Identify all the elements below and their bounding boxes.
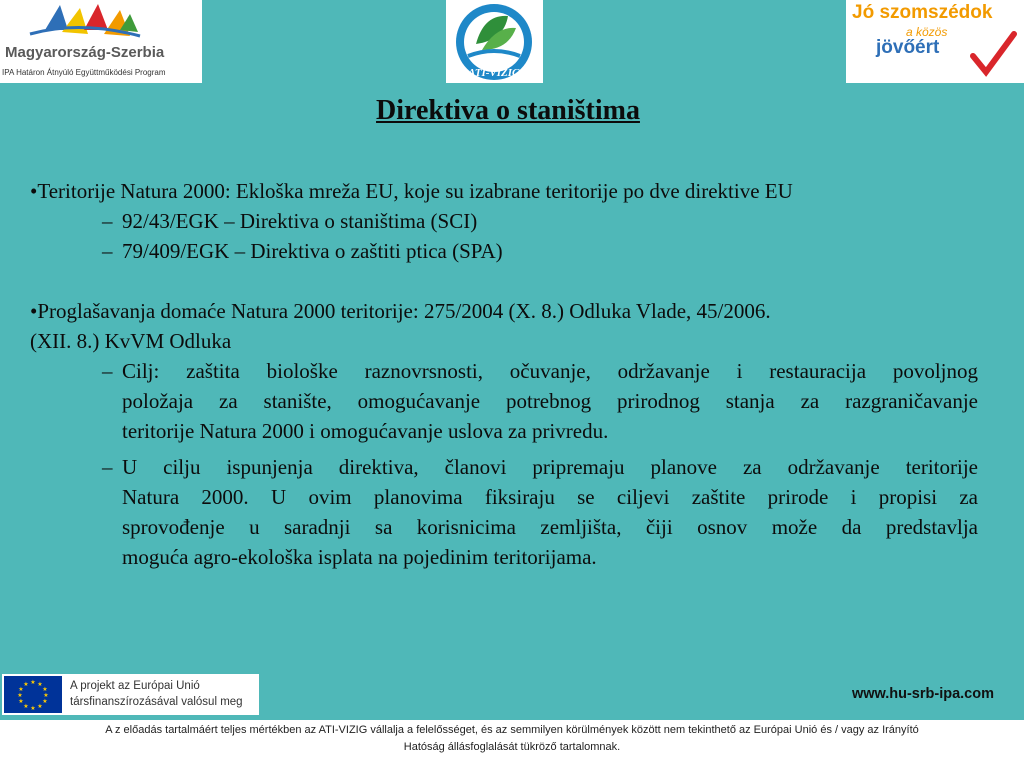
- eu-flag-icon: [4, 676, 62, 713]
- eu-text-line1: A projekt az Európai Unió: [70, 680, 200, 692]
- footer-disclaimer: [0, 720, 1024, 768]
- svg-text:★: ★: [37, 681, 43, 688]
- jo-line2: a közös: [906, 25, 948, 39]
- svg-text:★: ★: [18, 686, 24, 693]
- goal-line: teritorije Natura 2000 i omogućavanje uslova za privredu.: [122, 419, 609, 443]
- svg-text:★: ★: [17, 692, 23, 699]
- jo-line3: jövőért: [876, 37, 940, 58]
- jo-line1: Jó szomszédok: [852, 2, 993, 23]
- plan-line: moguća agro-ekološka isplata na pojedinim teritorijama.: [122, 545, 597, 569]
- svg-text:★: ★: [18, 698, 24, 705]
- hu-srb-logo: [0, 0, 202, 83]
- goal-line: položaja za stanište, omogućavanje potrebnog prirodnog stanja za razgraničavanje: [122, 389, 978, 413]
- eu-cofinance-box: [2, 674, 259, 715]
- svg-text:★: ★: [37, 703, 43, 710]
- dash-icon: –: [102, 209, 113, 233]
- plan-line: U cilju ispunjenja direktiva, članovi pripremaju planove za održavanje teritorije: [122, 455, 978, 479]
- svg-text:★: ★: [42, 686, 48, 693]
- svg-text:★: ★: [30, 679, 36, 686]
- website-link[interactable]: www.hu-srb-ipa.com: [851, 686, 994, 702]
- disclaimer-line2: Hatóság állásfoglalását tükröző tartalomnak.: [403, 741, 621, 753]
- svg-text:★: ★: [23, 681, 29, 688]
- bullet-natura-territories: •Teritorije Natura 2000: Ekloška mreža EU, koje su izabrane teritorije po dve direktive EU: [30, 179, 793, 203]
- checkmark-icon: [968, 28, 1018, 78]
- hu-srb-subtitle: IPA Határon Átnyúló Együttműködési Program: [2, 68, 166, 77]
- dash-icon: –: [102, 239, 113, 263]
- bullet-proclamation-line1: •Proglašavanja domaće Natura 2000 teritorije: 275/2004 (X. 8.) Odluka Vlade, 45/2006.: [30, 299, 771, 323]
- disclaimer-line1: A z előadás tartalmáért teljes mértékben az ATI-VIZIG vállalja a felelősséget, és az semmilyen körülmények között nem tekinthető az Európai Unió és / vagy az Irányító: [105, 724, 919, 736]
- plan-line: sprovođenje u saradnji sa korisnicima zemljišta, čiji osnov može da predstavlja: [122, 515, 978, 539]
- plan-line: Natura 2000. U ovim planovima fiksiraju se ciljevi zaštite prirode i propisi za: [122, 485, 978, 509]
- svg-text:★: ★: [42, 698, 48, 705]
- bullet-proclamation-line2: (XII. 8.) KvVM Odluka: [30, 329, 232, 353]
- svg-text:★: ★: [23, 703, 29, 710]
- dash-icon: –: [102, 455, 113, 479]
- ati-vizig-logo: [446, 0, 543, 83]
- goal-line: Cilj: zaštita biološke raznovrsnosti, očuvanje, održavanje i restauracija povoljnog: [122, 359, 978, 383]
- ati-vizig-text: ATI-VIZIG: [468, 67, 520, 79]
- hu-srb-emblem-icon: [0, 0, 202, 44]
- slide-title: Direktiva o staništima: [376, 95, 640, 126]
- sub-item-sci: 92/43/EGK – Direktiva o staništima (SCI): [122, 209, 478, 233]
- eu-text-line2: társfinanszírozásával valósul meg: [70, 696, 243, 708]
- svg-text:★: ★: [43, 692, 49, 699]
- hu-srb-name: Magyarország-Szerbia: [5, 44, 165, 61]
- sub-item-spa: 79/409/EGK – Direktiva o zaštiti ptica (SPA): [122, 239, 503, 263]
- jo-szomszedok-logo: [846, 0, 1024, 83]
- dash-icon: –: [102, 359, 113, 383]
- svg-text:★: ★: [30, 705, 36, 712]
